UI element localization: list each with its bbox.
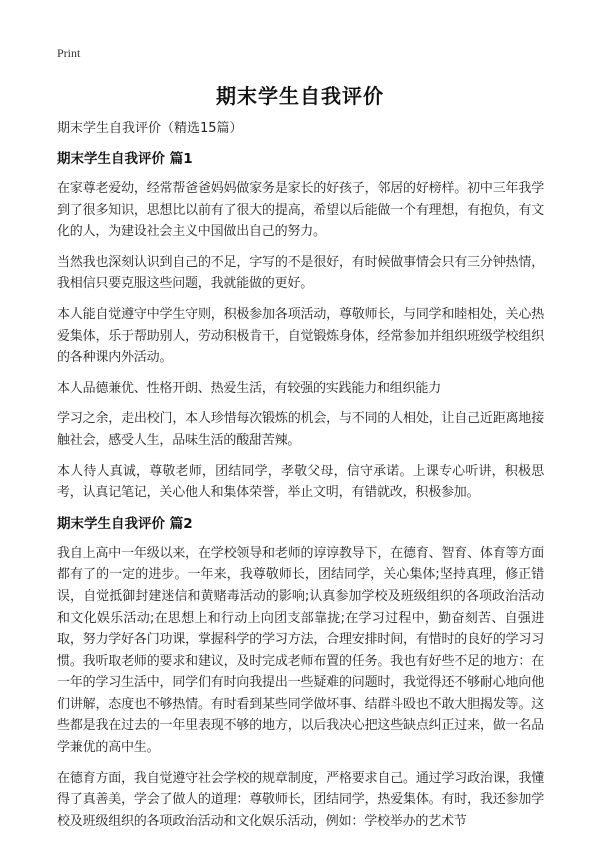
paragraph: 当然我也深刻认识到自己的不足，字写的不是很好，有时候做事情会只有三分钟热情，我相信只要克服这些问题，我就能做的更好。 [57,254,544,292]
paragraph: 本人能自觉遵守中学生守则，积极参加各项活动，尊敬师长，与同学和睦相处，关心热爱集体，乐于帮助别人，劳动积极肯干，自觉锻炼身体，经常参加并组织班级学校组织的各种课内外活动。 [57,306,544,366]
section-heading-2: 期末学生自我评价 篇2 [57,515,193,532]
section-heading-1: 期末学生自我评价 篇1 [57,151,193,167]
paragraph: 在家尊老爱幼，经常帮爸爸妈妈做家务是家长的好孩子，邻居的好榜样。初中三年我学到了很多知识，思想比以前有了很大的提高，希望以后能做一个有理想，有抱负，有文化的人，为建设社会主义中国做出自己的努力。 [57,181,544,240]
paragraph: 学习之余，走出校门，本人珍惜每次锻炼的机会，与不同的人相处，让自己近距离地接触社会，感受人生，品味生活的酸甜苦辣。 [57,411,544,448]
paragraph: 本人待人真诚，尊敬老师，团结同学，孝敬父母，信守承诺。上课专心听讲，积极思考，认真记笔记，关心他人和集体荣誉，举止文明，有错就改，积极参加。 [57,463,544,501]
page-title: 期末学生自我评价 [216,84,384,108]
print-link[interactable]: Print [57,46,81,60]
paragraph: 在德育方面，我自觉遵守社会学校的规章制度，严格要求自己。通过学习政治课，我懂得了真善美，学会了做人的道理：尊敬师长，团结同学，热爱集体。有时，我还参加学校及班级组织的各项政治活动和文化娱乐活动，例如：学校举办的艺术节 [57,770,544,829]
article-body [57,118,544,841]
article-subtitle: 期末学生自我评价（精选15篇） [57,121,243,136]
paragraph: 本人品德兼优、性格开朗、热爱生活，有较强的实践能力和组织能力 [57,380,442,396]
paragraph: 我自上高中一年级以来，在学校领导和老师的谆谆教导下，在德育、智育、体育等方面都有了的一定的进步。一年来，我尊敬师长，团结同学，关心集体;坚持真理，修正错误，自觉抵御封建迷信和黄赌毒活动的影响;认真参加学校及班级组织的各项政治活动和文化娱乐活动;在思想上和行动上向团支部靠拢;在学习过程中，勤奋刻苦、自强进取，努力学好各门功课，掌握科学的学习方法，合理安排时间，有惜时的良好的学习习惯。我听取老师的要求和建议，及时完成老师布置的任务。我也有好些不足的地方：在一年的学习生活中，同学们有时向我提出一些疑难的问题时，我觉得还不够耐心地向他们讲解，态度也不够热情。有时看到某些同学做坏事、结群斗殴也不敢大胆揭发等。这些都是我在过去的一年里表现不够的地方，以后我决心把这些缺点纠正过来，做一名品学兼优的高中生。 [57,545,544,756]
